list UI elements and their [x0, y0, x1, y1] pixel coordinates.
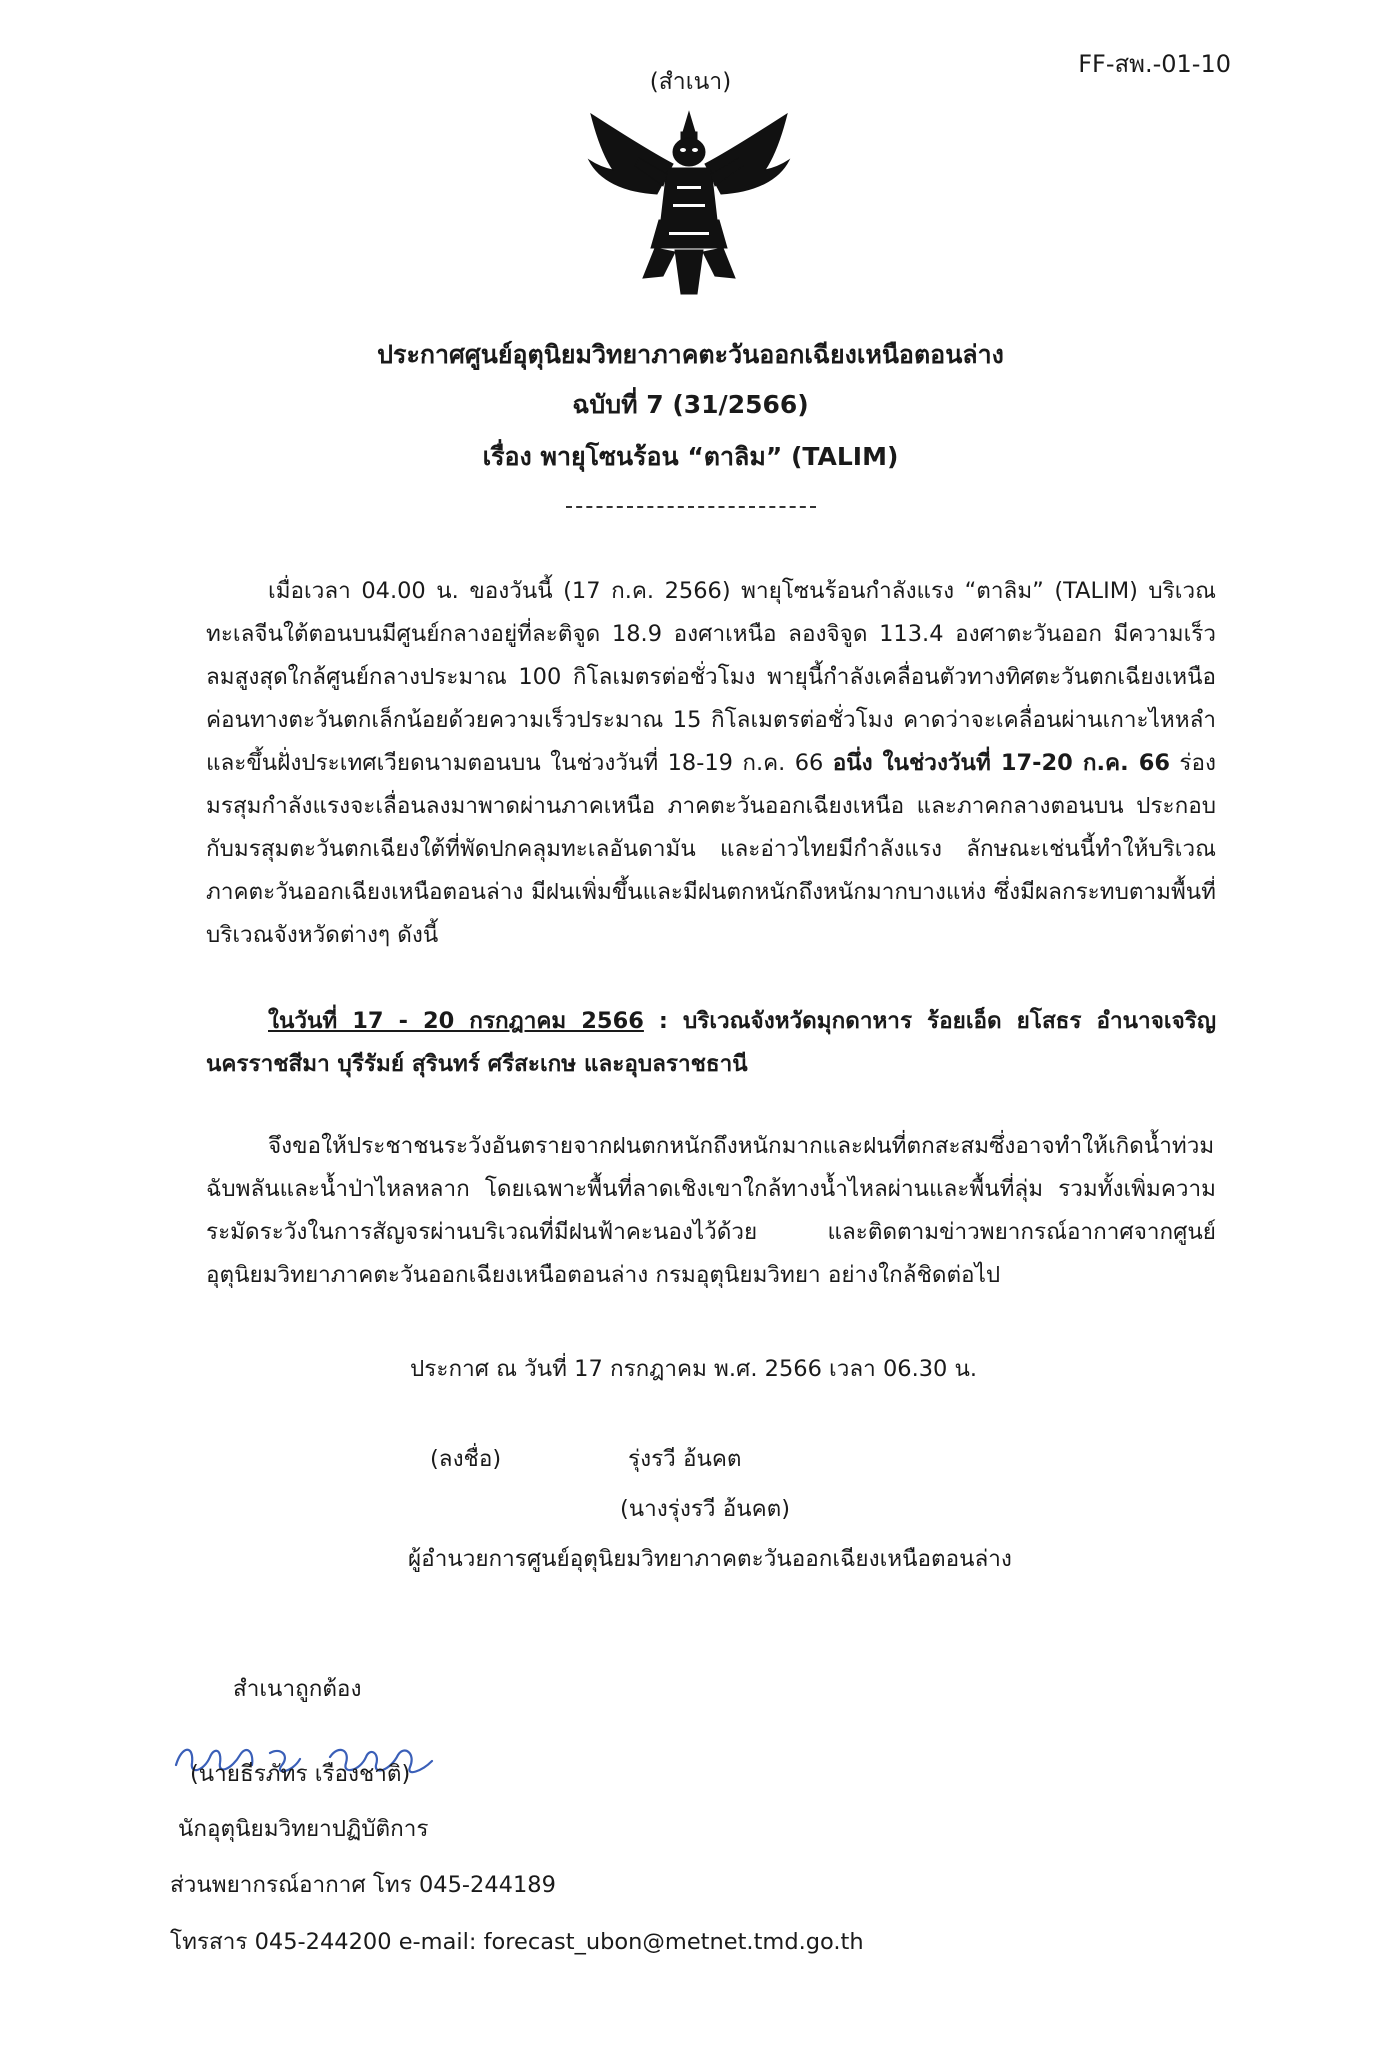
- p1-bold: อนึ่ง ในช่วงวันที่ 17-20 ก.ค. 66: [832, 750, 1171, 776]
- certifier-name: (นายธีรภัทร เรืองชาติ): [190, 1761, 411, 1787]
- paragraph-warning: [206, 1125, 1216, 1297]
- signer-name: รุ่งรวี อ้นคต: [628, 1446, 742, 1472]
- signer-position: ผู้อำนวยการศูนย์อุตุนิยมวิทยาภาคตะวันออกเฉียงเหนือตอนล่าง: [408, 1546, 1012, 1572]
- signer-full-name: (นางรุ่งรวี อ้นคต): [620, 1496, 791, 1522]
- announcement-subject: เรื่อง พายุโซนร้อน “ตาลิม” (TALIM): [482, 442, 899, 471]
- p1-text-a: เมื่อเวลา 04.00 น. ของวันนี้ (17 ก.ค. 2566) พายุโซนร้อนกำลังแรง “ตาลิม” (TALIM) บริเวณทะเลจีนใต้ตอนบนมีศูนย์กลางอยู่ที่ละติจูด 18.9 องศาเหนือ ลองจิจูด 113.4 องศาตะวันออก มีความเร็วลมสูงสุดใกล้ศูนย์กลางประมาณ 100 กิโลเมตรต่อชั่วโมง พายุนี้กำลังเคลื่อนตัวทางทิศตะวันตกเฉียงเหนือค่อนทางตะวันตกเล็กน้อยด้วยความเร็วประมาณ 15 กิโลเมตรต่อชั่วโมง คาดว่าจะเคลื่อนผ่านเกาะไหหลำและขึ้นฝั่งประเทศเวียดนามตอนบน ในช่วงวันที่ 18-19 ก.ค. 66: [206, 578, 1216, 776]
- title-divider: [566, 506, 816, 508]
- document-code: FF-สพ.-01-10: [1078, 50, 1231, 78]
- p2-rest: : บริเวณจังหวัดมุกดาหาร ร้อยเอ็ด ยโสธร อำนาจเจริญ นครราชสีมา บุรีรัมย์ สุรินทร์ ศรีสะเกษ และอุบลราชธานี: [206, 1008, 1217, 1077]
- certifier-title: นักอุตุนิยมวิทยาปฏิบัติการ: [178, 1816, 429, 1842]
- paragraph-affected-provinces: [206, 1000, 1216, 1086]
- garuda-emblem-icon: [583, 108, 795, 298]
- p2-date: ในวันที่ 17 - 20 กรกฎาคม 2566: [268, 1008, 644, 1034]
- copy-mark: (สำเนา): [649, 69, 732, 95]
- contact-fax-email: โทรสาร 045-244200 e-mail: forecast_ubon@metnet.tmd.go.th: [170, 1929, 864, 1955]
- contact-phone: ส่วนพยากรณ์อากาศ โทร 045-244189: [170, 1872, 556, 1898]
- paragraph-storm-details: [206, 570, 1216, 957]
- p3-text: จึงขอให้ประชาชนระวังอันตรายจากฝนตกหนักถึงหนักมากและฝนที่ตกสะสมซึ่งอาจทำให้เกิดน้ำท่วมฉับพลันและน้ำป่าไหลหลาก โดยเฉพาะพื้นที่ลาดเชิงเขาใกล้ทางน้ำไหลผ่านและพื้นที่ลุ่ม รวมทั้งเพิ่มความระมัดระวังในการสัญจรผ่านบริเวณที่มีฝนฟ้าคะนองไว้ด้วย และติดตามข่าวพยากรณ์อากาศจากศูนย์อุตุนิยมวิทยาภาคตะวันออกเฉียงเหนือตอนล่าง กรมอุตุนิยมวิทยา อย่างใกล้ชิดต่อไป: [206, 1133, 1216, 1288]
- p1-text-b: ร่องมรสุมกำลังแรงจะเลื่อนลงมาพาดผ่านภาคเหนือ ภาคตะวันออกเฉียงเหนือ และภาคกลางตอนบน ประกอบกับมรสุมตะวันตกเฉียงใต้ที่พัดปกคลุมทะเลอันดามัน และอ่าวไทยมีกำลังแรง ลักษณะเช่นนี้ทำให้บริเวณภาคตะวันออกเฉียงเหนือตอนล่าง มีฝนเพิ่มขึ้นและมีฝนตกหนักถึงหนักมากบางแห่ง ซึ่งมีผลกระทบตามพื้นที่บริเวณจังหวัดต่างๆ ดังนี้: [206, 750, 1216, 948]
- announcement-title: ประกาศศูนย์อุตุนิยมวิทยาภาคตะวันออกเฉียงเหนือตอนล่าง: [377, 340, 1004, 369]
- announcement-date: ประกาศ ณ วันที่ 17 กรกฎาคม พ.ศ. 2566 เวลา 06.30 น.: [410, 1356, 978, 1382]
- announcement-number: ฉบับที่ 7 (31/2566): [572, 390, 809, 419]
- certify-label: สำเนาถูกต้อง: [233, 1676, 362, 1702]
- sign-label: (ลงชื่อ): [430, 1446, 502, 1472]
